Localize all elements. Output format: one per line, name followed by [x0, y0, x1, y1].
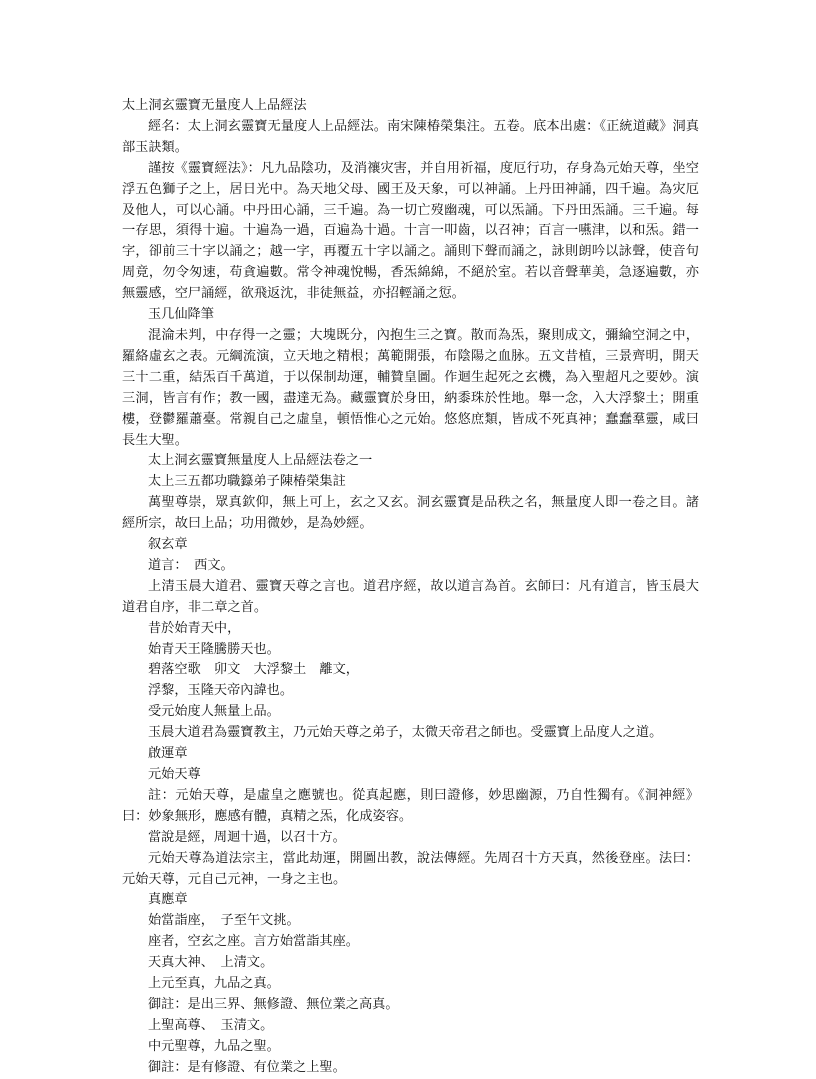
section-heading: 浮黎，玉隆天帝內諱也。: [148, 683, 294, 699]
document-page: [122, 96, 699, 1079]
section-heading: 昔於始青天中，: [148, 620, 241, 636]
section-heading: 始當詣座， 子至午文挑。: [148, 913, 300, 929]
section-heading: 上聖高尊、 玉清文。: [148, 1017, 274, 1033]
section-heading: 太上三五都功職籙弟子陳椿榮集註: [148, 474, 346, 490]
section-heading: 太上洞玄靈寶無量度人上品經法卷之一: [148, 453, 373, 469]
paragraph: 元始天尊為道法宗主，當此劫運，開圖出教，說法傳經。先周召十方天真，然後登座。法曰：元始天尊，元自己元神，一身之主也。: [122, 850, 699, 887]
paragraph: 註：元始天尊，是虛皇之應號也。從真起應，則曰證修，妙思幽源，乃自性獨有。《洞神經》曰：妙象無形，應感有體，真精之炁，化成姿容。: [122, 787, 699, 824]
paragraph: 經名：太上洞玄靈寶无量度人上品經法。南宋陳椿榮集注。五卷。底本出處：《正統道藏》洞真部玉訣類。: [122, 118, 699, 155]
paragraph: 謹按《靈寶經法》：凡九品陰功，及消禳灾害，并自用祈福，度厄行功，存身為元始天尊，坐空浮五色獅子之上，居日光中。為天地父母、國王及天象，可以神誦。上丹田神誦，四千遍。為灾厄及他人，可以心誦。中丹田心誦，三千遍。為一切亡歿幽魂，可以炁誦。下丹田炁誦。三千遍。每一存思，須得十遍。十遍為一過，百遍為十過。十言一叩齒，以召神；百言一嚥津，以和炁。錯一字，卻前三十字以誦之；越一字，再覆五十字以誦之。誦則下聲而誦之，詠則朗吟以詠聲，使音句周竟，勿令匆速，苟貪遍數。常令神魂悅暢，香炁綿綿，不絕於室。若以音聲華美，急逐遍數，亦無靈感，空尸誦經，欲飛返沈，非徒無益，亦招輕誦之愆。: [122, 160, 699, 302]
section-heading: 中元聖尊，九品之聖。: [148, 1038, 280, 1054]
section-heading: 當說是經，周迴十過，以召十方。: [148, 829, 346, 845]
section-heading: 上元至真，九品之真。: [148, 976, 280, 992]
paragraph: 混淪未判，中存得一之靈；大塊既分，內抱生三之寶。散而為炁，聚則成文，彌綸空洞之中，羅絡虛玄之表。元綱流演，立天地之精根；萬範開張，布陰陽之血脉。五文昔植，三景齊明，開天三十二重，結炁百千萬道，于以保制劫運，輔贊皇圖。作迴生起死之玄機，為入聖超凡之要妙。演三洞，皆言有作；教一國，盡達无為。藏靈寶於身田，納黍珠於性地。舉一念，入大浮黎土；開重樓，登鬱羅蕭臺。常親自己之虛皇，頓悟惟心之元始。悠悠庶類，皆成不死真神；蠢蠢羣靈，咸曰長生大聖。: [122, 327, 699, 448]
section-heading: 元始天尊: [148, 767, 201, 782]
section-heading: 道言： 西文。: [148, 557, 234, 573]
document-body: [122, 117, 699, 1079]
section-heading: 御註：是出三界、無修證、無位業之高真。: [148, 996, 399, 1012]
paragraph: 玉晨大道君為靈寶教主，乃元始天尊之弟子，太微天帝君之師也。受靈寶上品度人之道。: [148, 725, 663, 741]
section-heading: 始青天王隆騰勝天也。: [148, 641, 280, 657]
section-heading: 受元始度人無量上品。: [148, 704, 280, 720]
paragraph: 上清玉晨大道君、靈寶天尊之言也。道君序經，故以道言為首。玄師曰：凡有道言，皆玉晨大道君自序，非二章之首。: [122, 578, 699, 615]
section-heading: 真應章: [148, 892, 188, 908]
section-heading: 碧落空歌 卯文 大浮黎土 離文，: [148, 662, 359, 678]
section-heading: 座者，空玄之座。言方始當詣其座。: [148, 934, 359, 950]
section-heading: 御註：是有修證、有位業之上聖。: [148, 1059, 346, 1075]
section-heading: 叙玄章: [148, 537, 188, 553]
section-heading: 天真大神、 上清文。: [148, 955, 274, 971]
section-heading: 玉几仙降筆: [148, 307, 214, 323]
section-heading: 啟運章: [148, 746, 188, 762]
paragraph: 萬聖尊崇，眾真欽仰，無上可上，玄之又玄。洞玄靈寶是品秩之名，無量度人即一卷之目。諸經所宗，故曰上品；功用微妙，是為妙經。: [122, 495, 699, 532]
document-title: 太上洞玄靈寶无量度人上品經法: [122, 98, 307, 113]
